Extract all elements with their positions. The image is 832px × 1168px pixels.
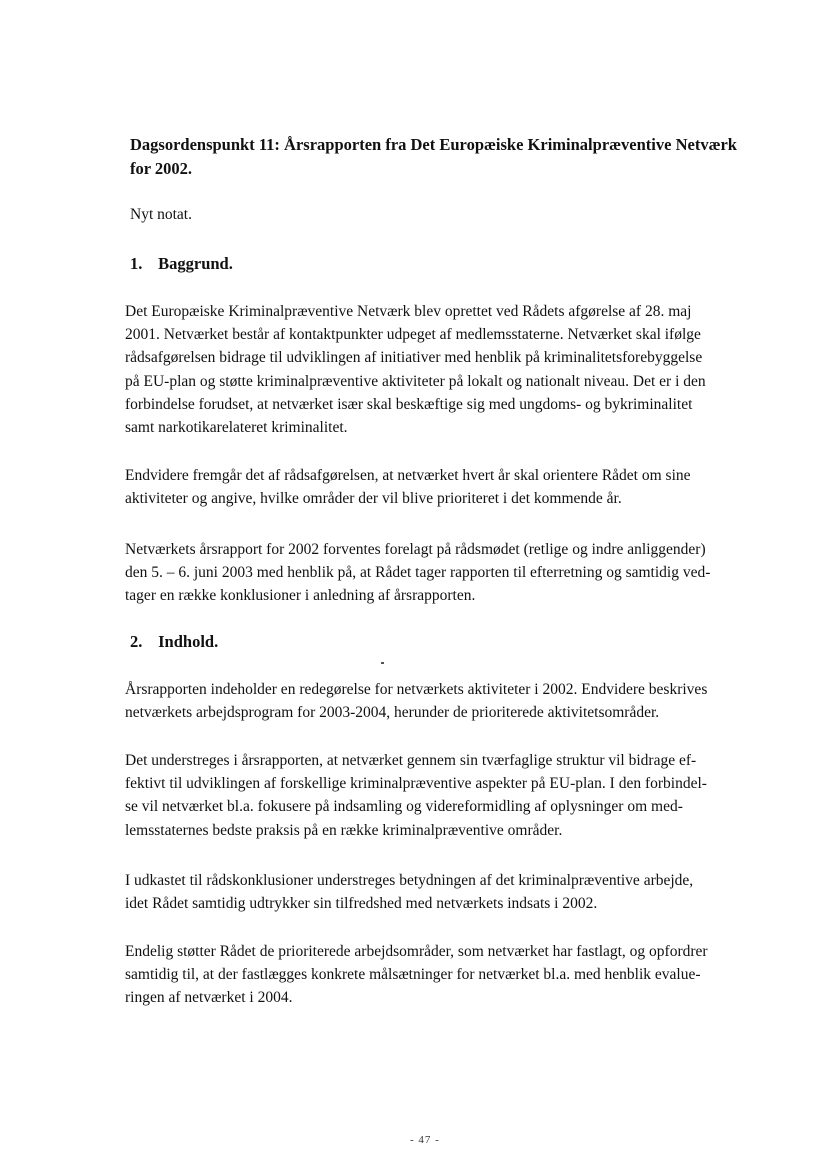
- section-number: 1.: [130, 254, 143, 273]
- paragraph-line: idet Rådet samtidig udtrykker sin tilfredshed med netværkets indsats i 2002.: [125, 895, 598, 913]
- paragraph: [125, 749, 765, 842]
- paragraph-line: 2001. Netværket består af kontaktpunkter udpeget af medlemsstaterne. Netværket skal ifølge: [125, 326, 701, 344]
- paragraph-line: I udkastet til rådskonklusioner understreges betydningen af det kriminalpræventive arbejde,: [125, 872, 694, 889]
- title-line-2: for 2002.: [130, 159, 193, 178]
- paragraph-line: Det understreges i årsrapporten, at netværket gennem sin tværfaglige struktur vil bidrage ef-: [125, 752, 697, 769]
- paragraph-line: Endelig støtter Rådet de prioriterede arbejdsområder, som netværket har fastlagt, og opfordrer: [125, 943, 708, 960]
- note-text: Nyt notat.: [130, 206, 192, 223]
- paragraph: [125, 538, 765, 608]
- paragraph-line: aktiviteter og angive, hvilke områder der vil blive prioriteret i det kommende år.: [125, 490, 622, 508]
- paragraph-line: tager en række konklusioner i anledning af årsrapporten.: [125, 587, 476, 605]
- paragraph-line: netværkets arbejdsprogram for 2003-2004, herunder de prioriterede aktivitetsområder.: [125, 704, 660, 722]
- paragraph: [125, 464, 765, 510]
- paragraph-line: rådsafgørelsen bidrage til udviklingen af initiativer med henblik på kriminalitetsforebyggelse: [125, 349, 703, 367]
- document-title: [130, 133, 770, 181]
- section-heading-indhold: [130, 630, 218, 654]
- page-number: - 47 -: [410, 1134, 440, 1146]
- paragraph-line: Årsrapporten indeholder en redegørelse for netværkets aktiviteter i 2002. Endvidere beskrives: [125, 681, 708, 698]
- paragraph-line: fektivt til udviklingen af forskellige kriminalpræventive aspekter på EU-plan. I den forbindel-: [125, 775, 707, 793]
- paragraph-line: Endvidere fremgår det af rådsafgørelsen, at netværket hvert år skal orientere Rådet om sine: [125, 467, 691, 484]
- paragraph: [125, 940, 765, 1010]
- paragraph-line: samtidig til, at der fastlægges konkrete målsætninger for netværket bl.a. med henblik evalue-: [125, 966, 701, 984]
- paragraph: [125, 678, 765, 724]
- section-number: 2.: [130, 632, 143, 651]
- paragraph-line: Netværkets årsrapport for 2002 forventes forelagt på rådsmødet (retlige og indre anliggender): [125, 541, 706, 558]
- title-line-1: Dagsordenspunkt 11: Årsrapporten fra Det Europæiske Kriminalpræventive Netværk: [130, 135, 737, 154]
- paragraph-line: samt narkotikarelateret kriminalitet.: [125, 419, 348, 437]
- paragraph: [125, 869, 765, 915]
- scan-speck: [381, 662, 384, 664]
- section-heading-baggrund: [130, 252, 233, 276]
- section-title: Baggrund.: [158, 254, 233, 273]
- paragraph-line: forbindelse forudset, at netværket især skal beskæftige sig med ungdoms- og bykriminalitet: [125, 395, 693, 413]
- section-title: Indhold.: [158, 632, 219, 651]
- paragraph-line: på EU-plan og støtte kriminalpræventive aktiviteter på lokalt og nationalt niveau. Det er i den: [125, 372, 706, 390]
- paragraph-line: se vil netværket bl.a. fokusere på indsamling og videreformidling af oplysninger om med-: [125, 798, 683, 816]
- paragraph-line: den 5. – 6. juni 2003 med henblik på, at Rådet tager rapporten til efterretning og samtidig ved-: [125, 564, 711, 582]
- paragraph: [125, 300, 765, 439]
- paragraph-line: lemsstaternes bedste praksis på en række kriminalpræventive områder.: [125, 821, 563, 839]
- paragraph-line: Det Europæiske Kriminalpræventive Netværk blev oprettet ved Rådets afgørelse af 28. maj: [125, 303, 692, 320]
- paragraph-line: ringen af netværket i 2004.: [125, 989, 293, 1007]
